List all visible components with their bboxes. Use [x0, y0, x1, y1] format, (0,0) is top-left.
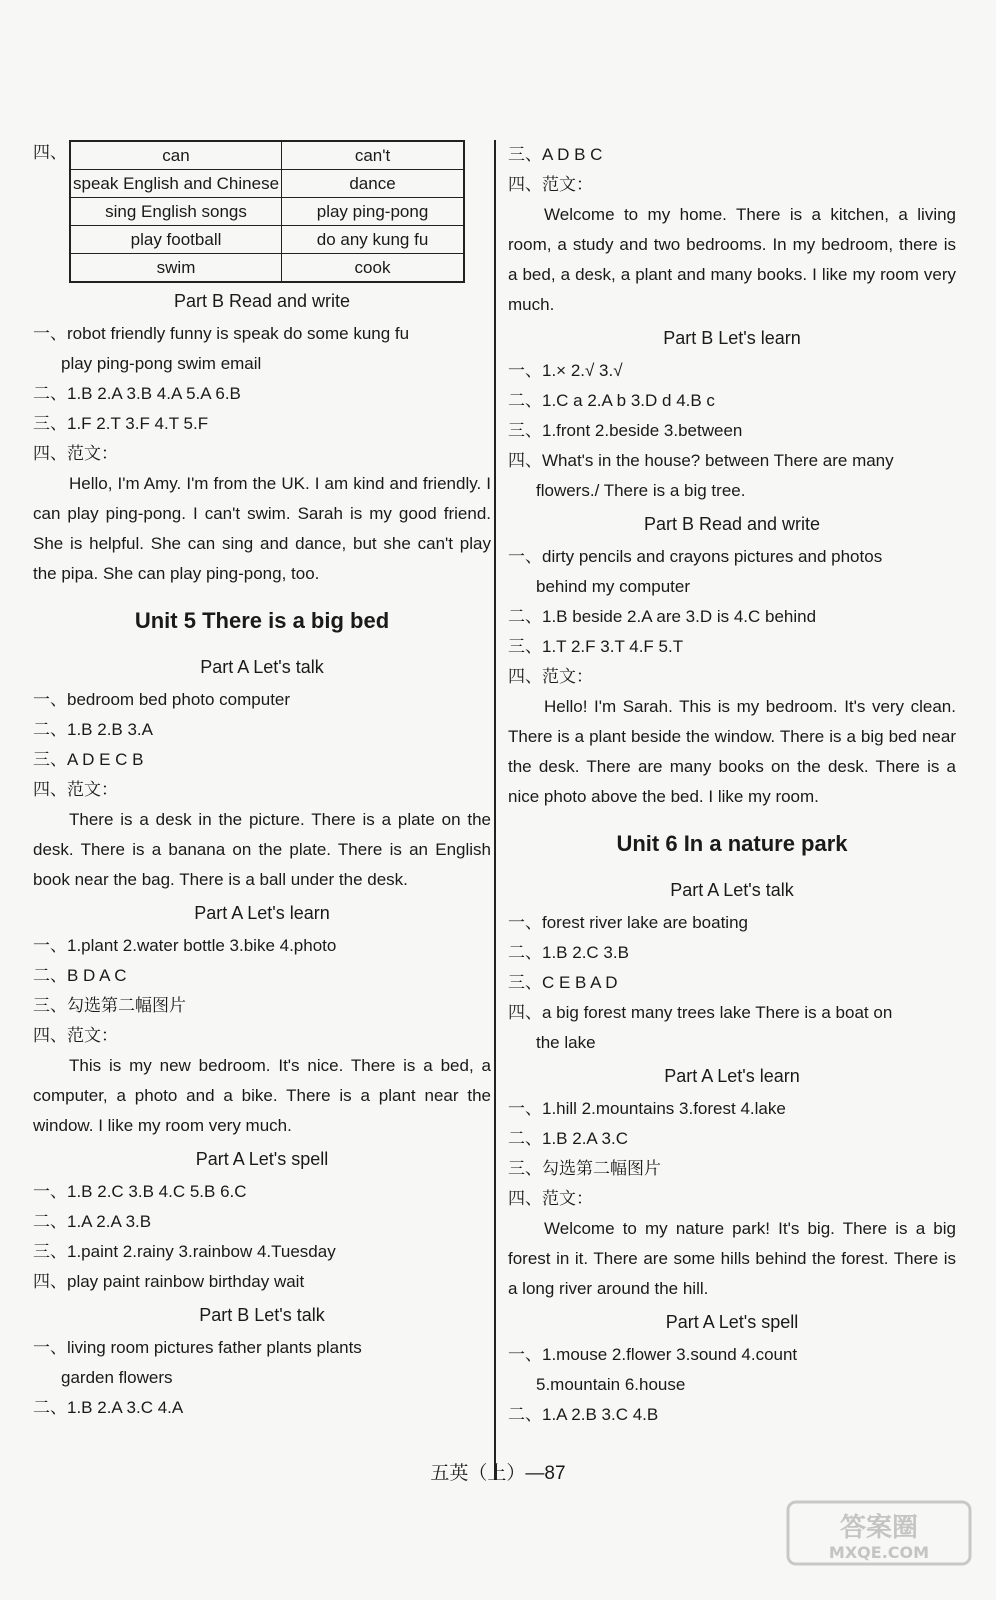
table-row — [70, 198, 464, 226]
svg-text:答案圈: 答案圈 — [839, 1513, 919, 1543]
sample-essay: There is a desk in the picture. There is a plate on the desk. There is a banana on the plate. There is an English book near the bag. There is a ball under the desk. — [33, 810, 491, 889]
answer-line: 二、1.B 2.A 3.B 4.A 5.A 6.B — [33, 384, 241, 403]
answer-line: 一、forest river lake are boating — [508, 913, 748, 932]
svg-text:MXQE.COM: MXQE.COM — [828, 1543, 930, 1562]
answer-line: 四、play paint rainbow birthday wait — [33, 1272, 305, 1291]
watermark-stamp — [786, 1500, 972, 1566]
left-column — [33, 140, 491, 1423]
sample-essay: Hello, I'm Amy. I'm from the UK. I am kind and friendly. I can play ping-pong. I can't swim. Sarah is my good friend. She is helpful. She can sing and dance, but she can't play the pipa. She can play ping-pong, too. — [33, 474, 491, 583]
answer-line: behind my computer — [536, 577, 691, 596]
table-row — [70, 226, 464, 254]
table-row — [70, 254, 464, 283]
table-cell: swim — [70, 254, 282, 283]
answer-line: 二、1.B 2.A 3.C 4.A — [33, 1398, 184, 1417]
answer-line: 二、1.B 2.B 3.A — [33, 720, 153, 739]
answer-line: 一、1.B 2.C 3.B 4.C 5.B 6.C — [33, 1182, 247, 1201]
table-cell: cook — [282, 254, 464, 283]
answer-line: 二、1.C a 2.A b 3.D d 4.B c — [508, 391, 715, 410]
part-heading: Part A Let's learn — [664, 1066, 800, 1086]
page-footer: 五英（上）—87 — [430, 1463, 566, 1484]
answer-line: 一、1.plant 2.water bottle 3.bike 4.photo — [33, 936, 337, 955]
answer-line: garden flowers — [61, 1368, 173, 1387]
unit-title: Unit 6 In a nature park — [616, 831, 848, 856]
answer-line: 三、1.T 2.F 3.T 4.F 5.T — [508, 637, 684, 656]
answer-line: 二、1.A 2.B 3.C 4.B — [508, 1405, 659, 1424]
table-cell: dance — [282, 170, 464, 198]
answer-line: 三、1.F 2.T 3.F 4.T 5.F — [33, 414, 209, 433]
answer-line: 四、What's in the house? between There are many — [508, 451, 894, 470]
answer-line: 四、范文： — [508, 1189, 593, 1208]
answer-line: 一、1.hill 2.mountains 3.forest 4.lake — [508, 1099, 786, 1118]
answer-line: 四、范文： — [33, 1026, 118, 1045]
unit-title: Unit 5 There is a big bed — [134, 608, 390, 633]
answer-table-section — [33, 140, 491, 283]
table-cell: do any kung fu — [282, 226, 464, 254]
part-heading: Part B Let's learn — [663, 328, 801, 348]
answer-line: 一、living room pictures father plants plants — [33, 1338, 362, 1357]
answer-line: 三、1.front 2.beside 3.between — [508, 421, 743, 440]
part-heading: Part A Let's talk — [670, 880, 794, 900]
section-number: 四、 — [33, 143, 67, 162]
right-column — [508, 140, 956, 1430]
part-heading: Part A Let's learn — [194, 903, 330, 923]
answer-line: 三、A D E C B — [33, 750, 144, 769]
answer-line: 三、勾选第二幅图片 — [33, 996, 186, 1015]
table-cell: speak English and Chinese — [70, 170, 282, 198]
answer-line: 四、a big forest many trees lake There is a boat on — [508, 1003, 893, 1022]
can-cant-table — [69, 140, 465, 283]
answer-line: 四、范文： — [33, 444, 118, 463]
part-heading: Part A Let's talk — [200, 657, 324, 677]
answer-line: 二、1.A 2.A 3.B — [33, 1212, 152, 1231]
answer-line: 5.mountain 6.house — [536, 1375, 686, 1394]
answer-line: 三、1.paint 2.rainy 3.rainbow 4.Tuesday — [33, 1242, 336, 1261]
table-cell: can't — [282, 141, 464, 170]
answer-line: flowers./ There is a big tree. — [536, 481, 746, 500]
answer-line: 一、1.mouse 2.flower 3.sound 4.count — [508, 1345, 798, 1364]
table-row — [70, 170, 464, 198]
part-heading: Part A Let's spell — [665, 1312, 799, 1332]
answer-line: 四、范文： — [33, 780, 118, 799]
answer-line: 一、robot friendly funny is speak do some kung fu — [33, 324, 410, 343]
answer-line: 一、dirty pencils and crayons pictures and photos — [508, 547, 883, 566]
part-heading: Part B Read and write — [643, 514, 821, 534]
table-cell: play football — [70, 226, 282, 254]
part-heading: Part B Read and write — [173, 291, 351, 311]
sample-essay: Hello! I'm Sarah. This is my bedroom. It's very clean. There is a plant beside the window. There is a big bed near the desk. There are many books on the desk. There is a nice photo above the bed. I like my room. — [508, 697, 956, 806]
answer-line: the lake — [536, 1033, 596, 1052]
answer-line: 三、勾选第二幅图片 — [508, 1159, 661, 1178]
answer-line: 三、C E B A D — [508, 973, 618, 992]
answer-line: 四、范文： — [508, 667, 593, 686]
table-cell: play ping-pong — [282, 198, 464, 226]
answer-line: 二、B D A C — [33, 966, 127, 985]
sample-essay: Welcome to my home. There is a kitchen, a living room, a study and two bedrooms. In my bedroom, there is a bed, a desk, a plant and many books. I like my room very much. — [508, 205, 956, 314]
answer-line: 二、1.B 2.A 3.C — [508, 1129, 628, 1148]
sample-essay: This is my new bedroom. It's nice. There is a bed, a computer, a photo and a bike. There is a plant near the window. I like my room very much. — [33, 1056, 491, 1135]
answer-line: play ping-pong swim email — [61, 354, 262, 373]
answer-line: 三、A D B C — [508, 145, 603, 164]
table-cell: sing English songs — [70, 198, 282, 226]
answer-line: 一、1.× 2.√ 3.√ — [508, 361, 623, 380]
table-cell: can — [70, 141, 282, 170]
answer-line: 四、范文： — [508, 175, 593, 194]
answer-line: 一、bedroom bed photo computer — [33, 690, 291, 709]
part-heading: Part A Let's spell — [195, 1149, 329, 1169]
part-heading: Part B Let's talk — [199, 1305, 325, 1325]
answer-line: 二、1.B 2.C 3.B — [508, 943, 629, 962]
answer-line: 二、1.B beside 2.A are 3.D is 4.C behind — [508, 607, 817, 626]
sample-essay: Welcome to my nature park! It's big. There is a big forest in it. There are some hills behind the forest. There is a long river around the hill. — [508, 1219, 956, 1298]
column-divider — [494, 140, 496, 1480]
table-row — [70, 141, 464, 170]
